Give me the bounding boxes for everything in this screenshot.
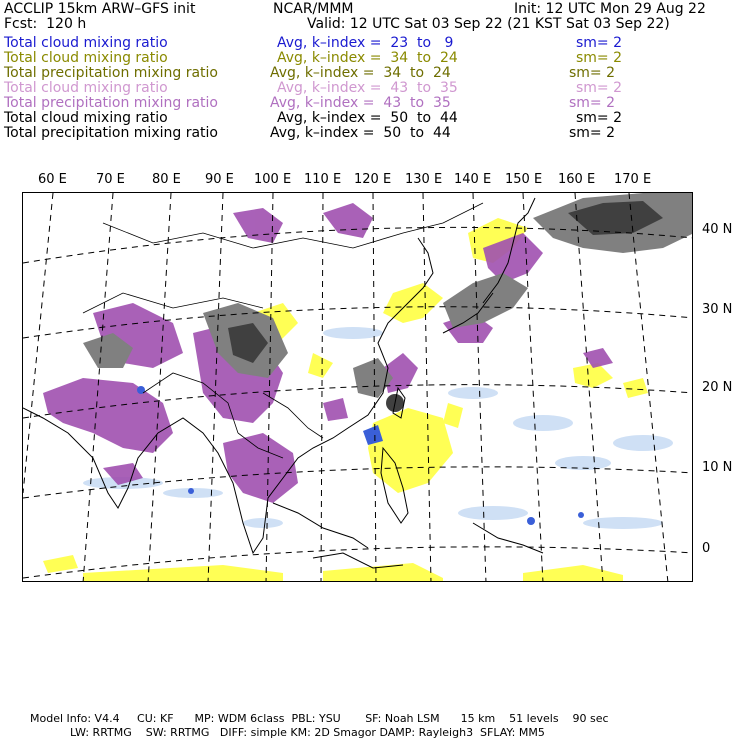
legend-field: Total cloud mixing ratio (4, 50, 168, 66)
model-info-line2: LW: RRTMG SW: RRTMG DIFF: simple KM: 2D Smagor DAMP: Rayleigh3 SFLAY: MM5 (70, 726, 545, 739)
map-panel (22, 192, 693, 582)
lon-label: 80 E (152, 172, 181, 187)
legend-sm: sm= 2 (576, 110, 623, 126)
legend-field: Total precipitation mixing ratio (4, 125, 218, 141)
init-time: Init: 12 UTC Mon 29 Aug 22 (514, 1, 706, 17)
legend-avg: Avg, k–index = 43 to 35 (277, 80, 458, 96)
lat-label: 0 (702, 541, 711, 556)
legend-avg: Avg, k–index = 50 to 44 (277, 110, 458, 126)
legend-avg: Avg, k–index = 50 to 44 (270, 125, 451, 141)
legend-field: Total cloud mixing ratio (4, 35, 168, 51)
forecast-hour: Fcst: 120 h (4, 16, 87, 32)
lon-label: 70 E (96, 172, 125, 187)
legend-avg: Avg, k–index = 23 to 9 (277, 35, 454, 51)
lat-label: 20 N (702, 380, 733, 395)
lon-label: 120 E (354, 172, 392, 187)
valid-time: Valid: 12 UTC Sat 03 Sep 22 (21 KST Sat 03 Sep 22) (307, 16, 670, 32)
legend-avg: Avg, k–index = 34 to 24 (277, 50, 458, 66)
legend-field: Total precipitation mixing ratio (4, 95, 218, 111)
lon-label: 150 E (505, 172, 543, 187)
upper-cloud-layer (137, 386, 584, 525)
lon-label: 100 E (254, 172, 292, 187)
legend-sm: sm= 2 (569, 65, 616, 81)
lon-label: 90 E (205, 172, 234, 187)
legend-sm: sm= 2 (576, 50, 623, 66)
lon-label: 60 E (38, 172, 67, 187)
legend-sm: sm= 2 (576, 80, 623, 96)
forecast-map (23, 193, 693, 582)
lat-label: 40 N (702, 222, 733, 237)
model-info-line1: Model Info: V4.4 CU: KF MP: WDM 6class PBL: YSU SF: Noah LSM 15 km 51 levels 90 sec (30, 712, 609, 725)
legend-avg: Avg, k–index = 43 to 35 (270, 95, 451, 111)
legend-sm: sm= 2 (576, 35, 623, 51)
legend-sm: sm= 2 (569, 125, 616, 141)
legend-field: Total cloud mixing ratio (4, 110, 168, 126)
lon-label: 140 E (454, 172, 492, 187)
lon-label: 170 E (614, 172, 652, 187)
legend-field: Total cloud mixing ratio (4, 80, 168, 96)
legend-sm: sm= 2 (569, 95, 616, 111)
model-title: ACCLIP 15km ARW–GFS init (4, 1, 196, 17)
lon-label: 130 E (405, 172, 443, 187)
lat-label: 30 N (702, 302, 733, 317)
lat-label: 10 N (702, 460, 733, 475)
lon-label: 160 E (558, 172, 596, 187)
legend-avg: Avg, k–index = 34 to 24 (270, 65, 451, 81)
legend-field: Total precipitation mixing ratio (4, 65, 218, 81)
lon-label: 110 E (304, 172, 342, 187)
organization-label: NCAR/MMM (273, 1, 354, 17)
